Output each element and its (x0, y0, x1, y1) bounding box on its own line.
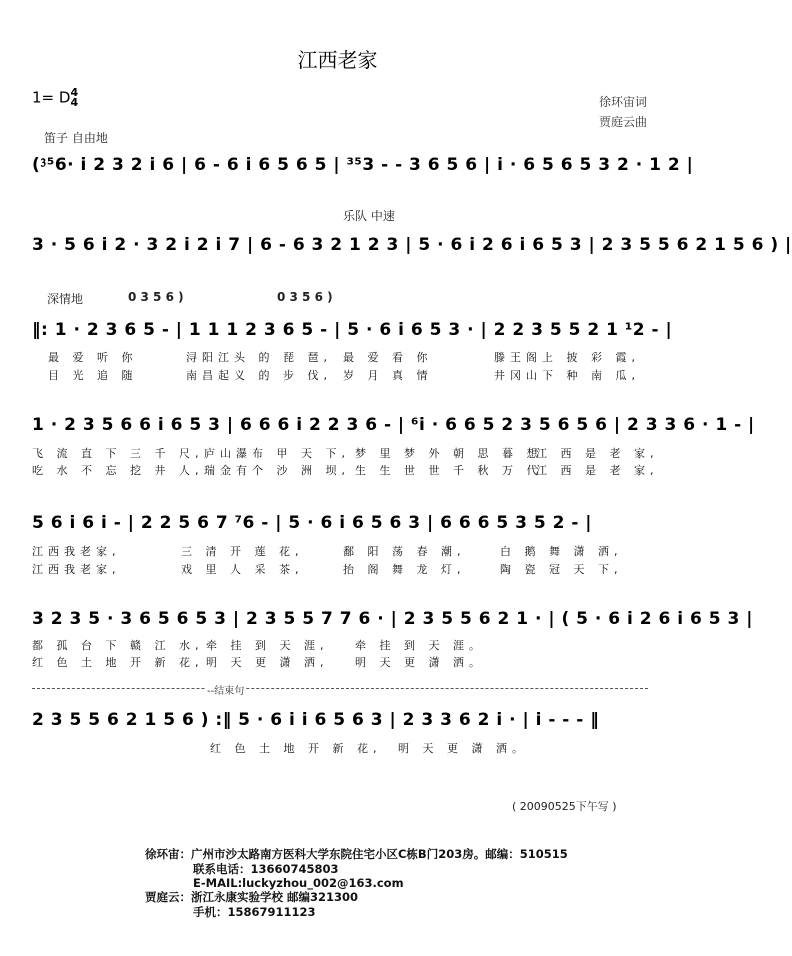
lyric-4b-4: 江 西 是 老 家, (536, 464, 659, 477)
lyric-5b-1: 江西我老家, (32, 563, 121, 576)
lyric-4a-4: 江 西 是 老 家, (536, 447, 659, 460)
lyric-3a-1: 最 爱 听 你 (48, 351, 138, 364)
lyric-6b-3: 明 天 更 潇 洒。 (355, 656, 485, 669)
verse-tag: 深情地 (47, 292, 84, 306)
lyric-5a-3: 鄱 阳 荡 春 潮, (343, 545, 466, 558)
lyric-4a-2: 庐山瀑布 甲 天 下, (204, 447, 350, 460)
date-note: ( 20090525下午写 ) (512, 800, 617, 813)
notation-line-6: 3 2 3 5 · 3 6 5 6 5 3 | 2 3 5 5 7 7 6 · | 2 3 5 5 6 2 1 · | ( 5 · 6 i 2 6 i 6 5 3 | (32, 609, 753, 629)
verse-fill-1: 0 3 5 6 ) (128, 290, 184, 304)
notation-line-5: 5 6 i 6 i - | 2 2 5 6 7 ⁷6 - | 5 · 6 i 6 5 6 3 | 6 6 6 5 3 5 2 - | (32, 513, 593, 533)
lyric-4b-1: 吃 水 不 忘 挖 井 人, (32, 464, 204, 477)
notation-line-4: 1 · 2 3 5 6 6 i 6 5 3 | 6 6 6 i 2 2 3 6 - | ⁶i · 6 6 5 2 3 5 6 5 6 | 2 3 3 6 · 1 - | (32, 415, 755, 435)
time-numerator: 4 (70, 86, 79, 99)
lyric-6b-2: 明 天 更 潇 洒, (206, 656, 329, 669)
lyric-4a-1: 飞 流 直 下 三 千 尺, (32, 447, 204, 460)
lyric-4b-3: 生 生 世 世 千 秋 万 代 (355, 464, 543, 477)
lyric-3a-3: 最 爱 看 你 (343, 351, 433, 364)
lyric-3b-4: 井冈山下 种 南 瓜, (494, 369, 640, 382)
lyric-5a-2: 三 清 开 莲 花, (181, 545, 304, 558)
contact-email: E-MAIL:luckyzhou_002@163.com (193, 876, 404, 890)
lyric-5a-4: 白 鹅 舞 潇 洒, (500, 545, 623, 558)
lyric-4a-3: 梦 里 梦 外 朝 思 暮 想 (355, 447, 543, 460)
lyric-3b-3: 岁 月 真 情 (343, 369, 433, 382)
intro-tag: 笛子 自由地 (44, 131, 108, 145)
contact-line-5: 手机：15867911123 (193, 905, 316, 919)
lyric-7-2: 明 天 更 潇 洒。 (398, 742, 528, 755)
lyric-4b-2: 瑞金有个 沙 洲 坝, (204, 464, 350, 477)
page-title: 江西老家 (297, 48, 378, 72)
lyric-5b-4: 陶 瓷 冠 天 下, (500, 563, 623, 576)
ending-divider (32, 688, 648, 689)
contact-line-1: 徐环宙：广州市沙太路南方医科大学东院住宅小区C栋B门203房。邮编：510515 (145, 847, 568, 861)
lyricist-credit: 徐环宙词 (599, 95, 648, 109)
ending-label: --结束句 (205, 682, 246, 697)
time-signature (70, 88, 78, 108)
band-tag: 乐队 中速 (343, 209, 395, 223)
key-signature (32, 88, 78, 108)
notation-line-7: 2 3 5 5 6 2 1 5 6 ) :‖ 5 · 6 i i 6 5 6 3 | 2 3 3 6 2 i · | i - - - ‖ (32, 710, 600, 730)
contact-line-2: 联系电话：13660745803 (193, 862, 339, 876)
contact-line-4: 贾庭云：浙江永康实验学校 邮编321300 (145, 890, 359, 904)
lyric-3a-4: 滕王阁上 披 彩 霞, (494, 351, 640, 364)
key-prefix: 1= D (32, 88, 71, 107)
lyric-5b-2: 戏 里 人 采 茶, (181, 563, 304, 576)
lyric-6a-1: 都 孤 台 下 赣 江 水, (32, 639, 204, 652)
lyric-3b-1: 目 光 追 随 (48, 369, 138, 382)
notation-line-1: (⁳⁵6· i 2 3 2 i 6 | 6 - 6 i 6 5 6 5 | ³⁵3 - - 3 6 5 6 | i · 6 5 6 5 3 2 · 1 2 | (32, 155, 694, 175)
lyric-5b-3: 抬 阁 舞 龙 灯, (343, 563, 466, 576)
lyric-5a-1: 江西我老家, (32, 545, 121, 558)
lyric-6a-2: 牵 挂 到 天 涯, (206, 639, 329, 652)
lyric-6b-1: 红 色 土 地 开 新 花, (32, 656, 204, 669)
lyric-3a-2: 浔阳江头 的 琵 琶, (186, 351, 332, 364)
notation-line-3: ‖: 1 · 2 3 6 5 - | 1 1 1 2 3 6 5 - | 5 · 6 i 6 5 3 · | 2 2 3 5 5 2 1 ¹2 - | (32, 320, 673, 340)
notation-line-2: 3 · 5 6 i 2 · 3 2 i 2 i 7 | 6 - 6 3 2 1 2 3 | 5 · 6 i 2 6 i 6 5 3 | 2 3 5 5 6 2 1 5 6 ) | (32, 235, 792, 255)
lyric-6a-3: 牵 挂 到 天 涯。 (355, 639, 485, 652)
lyric-3b-2: 南昌起义 的 步 伐, (186, 369, 332, 382)
verse-fill-2: 0 3 5 6 ) (277, 290, 333, 304)
lyric-7-1: 红 色 土 地 开 新 花, (210, 742, 382, 755)
time-denominator: 4 (70, 96, 79, 109)
composer-credit: 贾庭云曲 (599, 115, 648, 129)
